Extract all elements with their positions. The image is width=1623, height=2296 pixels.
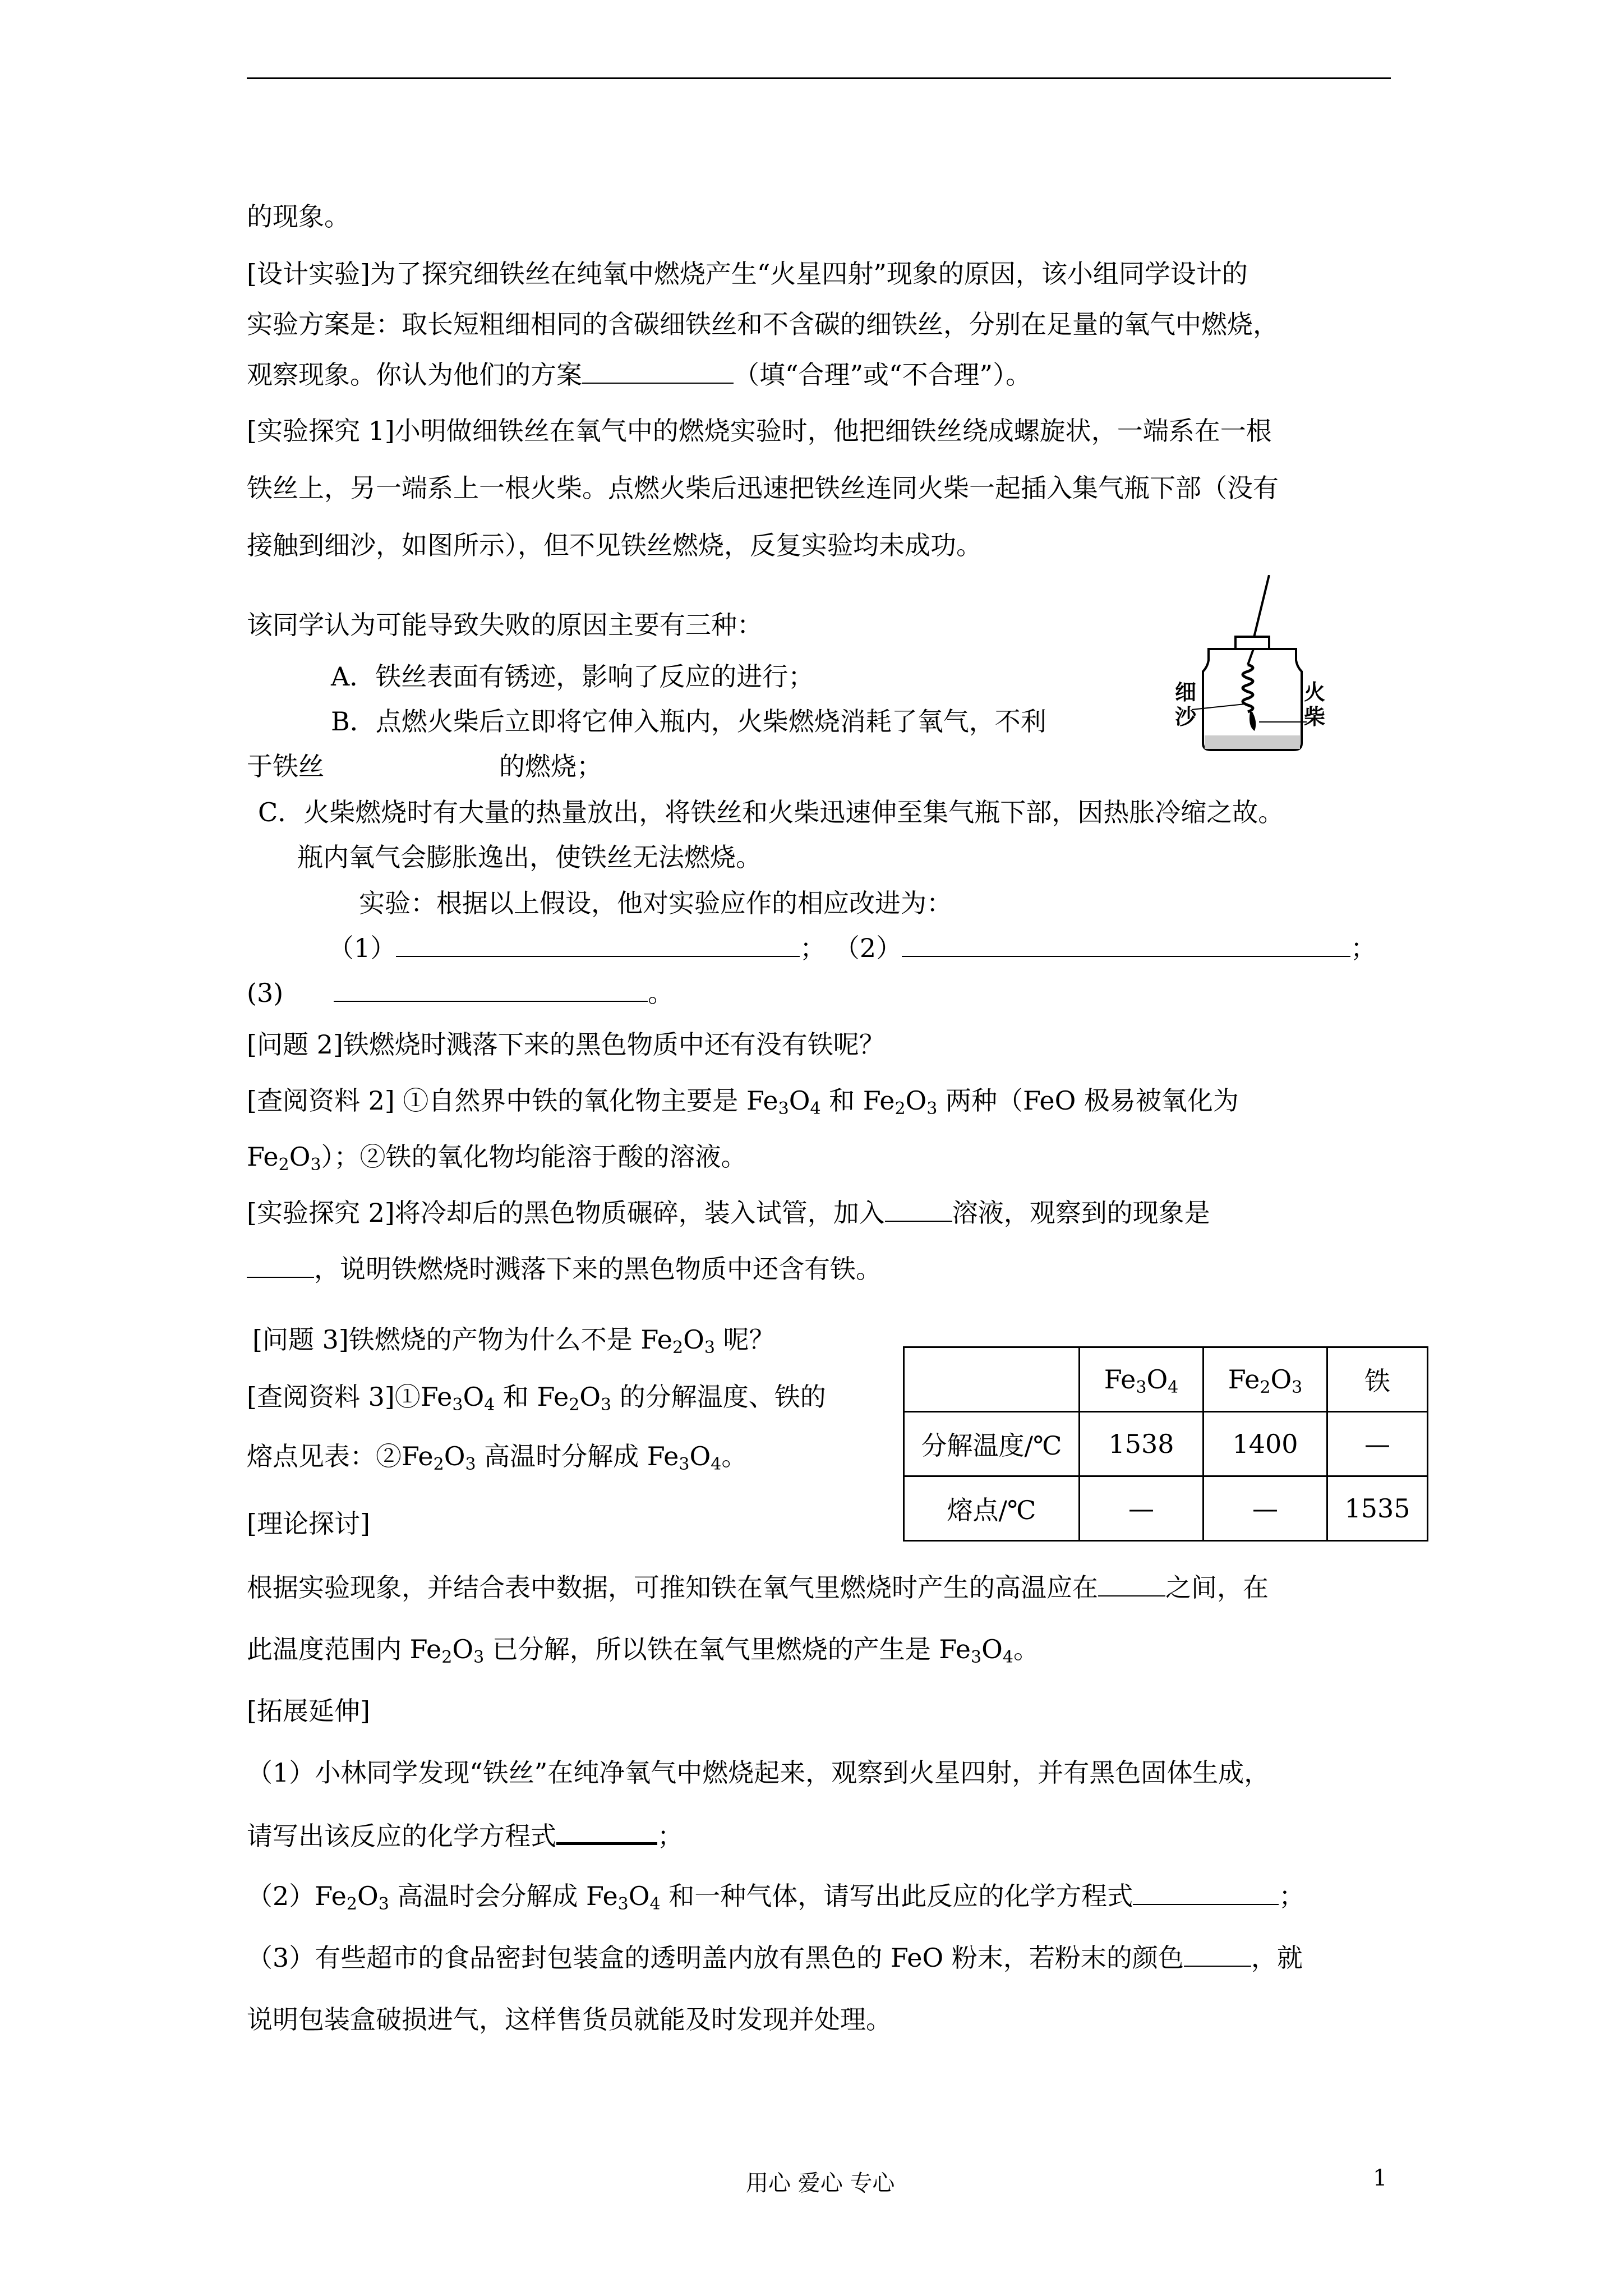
text-line: [问题 2]铁燃烧时溅落下来的黑色物质中还有没有铁呢？ xyxy=(247,1029,885,1060)
answer-blank[interactable] xyxy=(396,931,800,957)
text-line: 铁丝上，另一端系上一根火柴。点燃火柴后迅速把铁丝连同火柴一起插入集气瓶下部（没有 xyxy=(247,473,1279,503)
text-line: （1） ； （2） ； xyxy=(328,931,1376,965)
text-line: C．火柴燃烧时有大量的热量放出，将铁丝和火柴迅速伸至集气瓶下部，因热胀冷缩之故。 xyxy=(258,797,1284,827)
text-line: 此温度范围内 $Fe_2O_3$ 已分解，所以铁在氧气里燃烧的产生是 $Fe_3O_4$。 xyxy=(247,1634,1039,1667)
answer-blank[interactable] xyxy=(1184,1941,1251,1967)
answer-blank[interactable] xyxy=(1133,1879,1279,1905)
text-line: 观察现象。你认为他们的方案 （填“合理”或“不合理”）。 xyxy=(247,358,1031,392)
fine-sand xyxy=(1205,735,1300,749)
text-line: ，说明铁燃烧时溅落下来的黑色物质中还含有铁。 xyxy=(247,1252,882,1286)
text-line: 说明包装盒破损进气，这样售货员就能及时发现并处理。 xyxy=(247,2004,892,2035)
text-line: $Fe_2O_3$）；②铁的氧化物均能溶于酸的溶液。 xyxy=(247,1142,747,1175)
text-line: $(2)Fe_2O_3$ 高温时会分解成 $Fe_3O_4$ 和一种气体，请写出此反应的化学方程式 ； xyxy=(247,1879,1304,1913)
text-line: 实验方案是：取长短粗细相同的含碳细铁丝和不含碳的细铁丝，分别在足量的氧气中燃烧， xyxy=(247,309,1279,339)
text-line: [查阅资料 2] ①自然界中铁的氧化物主要是 $Fe_3O_4$ 和 $Fe_2O_3$ 两种（FeO 极易被氧化为 xyxy=(247,1085,1239,1119)
table-cell: 1538 xyxy=(1080,1412,1204,1476)
text-line: [实验探究 1]小明做细铁丝在氧气中的燃烧实验时，他把细铁丝绕成螺旋状，一端系在一根 xyxy=(247,416,1272,446)
text-line: 请写出该反应的化学方程式 ； xyxy=(247,1818,683,1853)
table-cell xyxy=(904,1347,1080,1412)
text-line: [理论探讨] xyxy=(247,1508,370,1539)
text-line: 实验：根据以上假设，他对实验应作的相应改进为： xyxy=(359,888,952,918)
page-number: 1 xyxy=(1373,2165,1387,2191)
text-line: 该同学认为可能导致失败的原因主要有三种： xyxy=(247,610,763,640)
text-line: [设计实验]为了探究细铁丝在纯氧中燃烧产生“火星四射”现象的原因，该小组同学设计的 xyxy=(247,259,1248,289)
match-label: 柴 xyxy=(1304,705,1326,729)
answer-blank[interactable] xyxy=(885,1196,952,1222)
sand-label: 细 xyxy=(1175,680,1197,705)
table-cell: — xyxy=(1327,1412,1428,1476)
match-flame xyxy=(1249,712,1256,731)
table-header: 铁 xyxy=(1327,1347,1428,1412)
header-rule xyxy=(247,77,1391,79)
table-cell: 1535 xyxy=(1327,1476,1428,1541)
text-line: [问题 3]铁燃烧的产物为什么不是 $Fe_2O_3$ 呢？ xyxy=(252,1324,775,1358)
text-line: （3）有些超市的食品密封包装盒的透明盖内放有黑色的 FeO 粉末，若粉末的颜色 ，就 xyxy=(247,1941,1303,1975)
answer-blank[interactable] xyxy=(334,976,648,1002)
table-row xyxy=(904,1347,1428,1412)
table-cell: — xyxy=(1080,1476,1204,1541)
text-line: （1）小林同学发现“铁丝”在纯净氧气中燃烧起来，观察到火星四射，并有黑色固体生成， xyxy=(247,1757,1270,1788)
text-line: B．点燃火柴后立即将它伸入瓶内，火柴燃烧消耗了氧气，不利 xyxy=(331,706,1046,737)
footer-motto: 用心 爱心 专心 xyxy=(746,2170,895,2196)
gas-bottle-figure xyxy=(1169,575,1326,760)
answer-blank[interactable] xyxy=(556,1818,657,1845)
text-line: 的现象。 xyxy=(247,201,350,232)
answer-blank[interactable] xyxy=(582,358,734,384)
text-line: [查阅资料 $3]①Fe_3O_4$ 和 $Fe_2O_3$ 的分解温度、铁的 xyxy=(247,1382,826,1415)
text-line: 熔点见表：$②Fe_2O_3$ 高温时分解成 $Fe_3O_4$。 xyxy=(247,1441,748,1474)
table-row xyxy=(904,1412,1428,1476)
text-line: [拓展延伸] xyxy=(247,1696,370,1726)
answer-blank[interactable] xyxy=(1098,1571,1165,1596)
table-cell: 1400 xyxy=(1204,1412,1327,1476)
text-line: A．铁丝表面有锈迹，影响了反应的进行； xyxy=(331,661,814,692)
sand-label: 沙 xyxy=(1175,705,1197,729)
table-cell: 分解温度/℃ xyxy=(904,1412,1080,1476)
iron-wire-rod xyxy=(1253,575,1269,639)
answer-blank[interactable] xyxy=(247,1252,314,1278)
table-row xyxy=(904,1476,1428,1541)
table-header: $Fe_3O_4$ xyxy=(1080,1347,1204,1412)
text-line: 于铁丝 的燃烧； xyxy=(247,751,602,781)
wire-connector xyxy=(1248,649,1253,665)
text-line: (3) 。 xyxy=(247,976,674,1010)
text-line: 根据实验现象，并结合表中数据，可推知铁在氧气里燃烧时产生的高温应在 之间，在 xyxy=(247,1571,1269,1604)
gas-bottle xyxy=(1203,649,1302,750)
table-cell: — xyxy=(1204,1476,1327,1541)
text-line: [实验探究 2]将冷却后的黑色物质碾碎，装入试管，加入 溶液，观察到的现象是 xyxy=(247,1196,1210,1230)
iron-wire-coil xyxy=(1243,665,1253,712)
text-line: 瓶内氧气会膨胀逸出，使铁丝无法燃烧。 xyxy=(297,842,762,872)
answer-blank[interactable] xyxy=(902,931,1350,957)
sand-pointer xyxy=(1192,704,1245,710)
table-header: $Fe_2O_3$ xyxy=(1204,1347,1327,1412)
bottle-mouth xyxy=(1235,637,1269,649)
table-cell: 熔点/℃ xyxy=(904,1476,1080,1541)
properties-table xyxy=(903,1346,1428,1542)
match-label: 火 xyxy=(1304,680,1326,705)
text-line: 接触到细沙，如图所示），但不见铁丝燃烧，反复实验均未成功。 xyxy=(247,530,982,560)
